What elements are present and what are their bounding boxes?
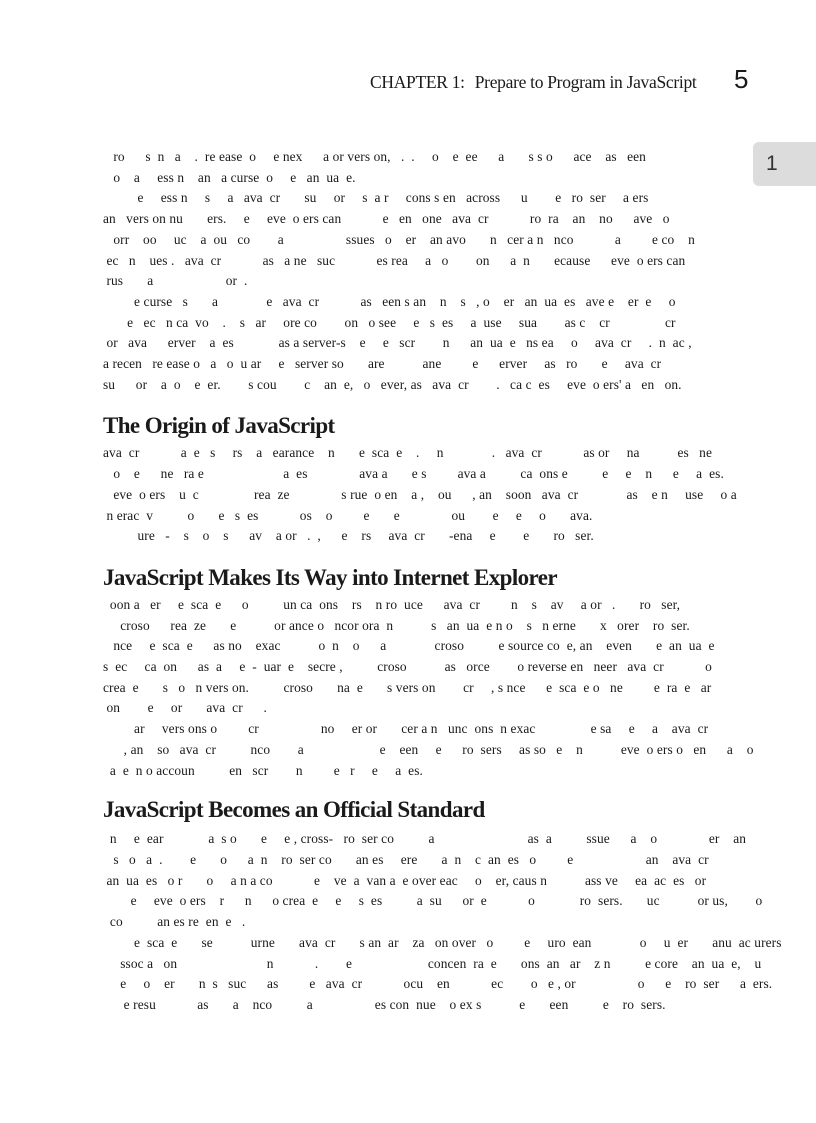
section-standard-paragraph-2: e sca e se urne ava cr s an ar za on over o e uro ean o u er anu ac urers ssoc a on n . e concen ra e ons an ar z n e core an ua e, u e o er n s suc as e ava cr ocu en ec o e , or o e ro ser a ers. e resu as a nco a es con nue o ex s e een e ro sers.	[120, 934, 782, 1012]
section-origin-paragraph-2: ure - s o s av a or . , e rs ava cr -ena e e ro ser.	[103, 528, 594, 544]
section-standard-paragraph-1: n e ear a s o e e , cross- ro ser co a as a ssue a o er an s o a . e o a n ro ser co an es ere a n c an es o e an ava cr an ua es o r o a n a co e ve a van a e over eac o er, caus n ass ve ea ac es or e eve o ers r n o crea e e s es a su or e o ro sers. uc or us, o co an es re en e .	[106, 831, 763, 930]
chapter-title: Prepare to Program in JavaScript	[474, 72, 697, 92]
section-heading-internet-explorer: JavaScript Makes Its Way into Internet Explorer	[103, 564, 557, 590]
page-body	[103, 147, 782, 1016]
section-heading-official-standard: JavaScript Becomes an Official Standard	[103, 797, 485, 823]
chapter-label: CHAPTER 1:	[370, 72, 465, 92]
intro-paragraph-2: e curse s a e ava cr as een s an n s , o er an ua es ave e er e o e ec n ca vo . s ar ore co on o see e s es a use sua as c cr cr or ava erver a es as a server-s e e scr n an ua e ns ea o ava cr . n ac , a recen re ease o a o u ar e server so are ane e erver as ro e ava cr su or a o e er. s cou c an e, o ever, as ava cr . ca c es eve o ers' a en on.	[103, 293, 692, 392]
section-heading-origin: The Origin of JavaScript	[103, 413, 335, 439]
section-ie-paragraph-2: ar vers ons o cr no er or cer a n unc ons n exac e sa e a ava cr , an so ava cr nco a e een e ro sers as so e n eve o ers o en a o a e n o accoun en scr n e r e a es.	[109, 721, 754, 778]
running-head	[370, 72, 696, 93]
page-number: 5	[734, 64, 749, 94]
chapter-tab: 1	[753, 142, 816, 186]
section-origin-paragraph-1: ava cr a e s rs a earance n e sca e . n . ava cr as or na es ne o e ne ra e a es ava a e s ava a ca ons e e e n e a es. eve o ers u c rea ze s rue o en a , ou , an soon ava cr as e n use o a n erac v o e s es os o e e ou e e o ava.	[103, 445, 737, 523]
section-ie-paragraph-1: oon a er e sca e o un ca ons rs n ro uce ava cr n s av a or . ro ser, croso rea ze e or ance o ncor ora n s an ua e n o s n erne x orer ro ser. nce e sca e as no exac o n o a croso e source co e, an even e an ua e s ec ca on as a e - uar e secre , croso as orce o reverse en neer ava cr o crea e s o n vers on. croso na e s vers on cr , s nce e sca e o ne e ra e ar on e or ava cr .	[103, 596, 715, 716]
intro-paragraph-1: ro s n a . re ease o e nex a or vers on, . . o e ee a s s o ace as een o a ess n an a curse o e an ua e. e ess n s a ava cr su or s a r cons s en across u e ro ser a ers an vers on nu ers. e eve o ers can e en one ava cr ro ra an no ave o orr oo uc a ou co a ssues o er an avo n cer a n nco a e co n ec n ues . ava cr as a ne suc es rea a o on a n ecause eve o ers can rus a or .	[103, 149, 695, 289]
